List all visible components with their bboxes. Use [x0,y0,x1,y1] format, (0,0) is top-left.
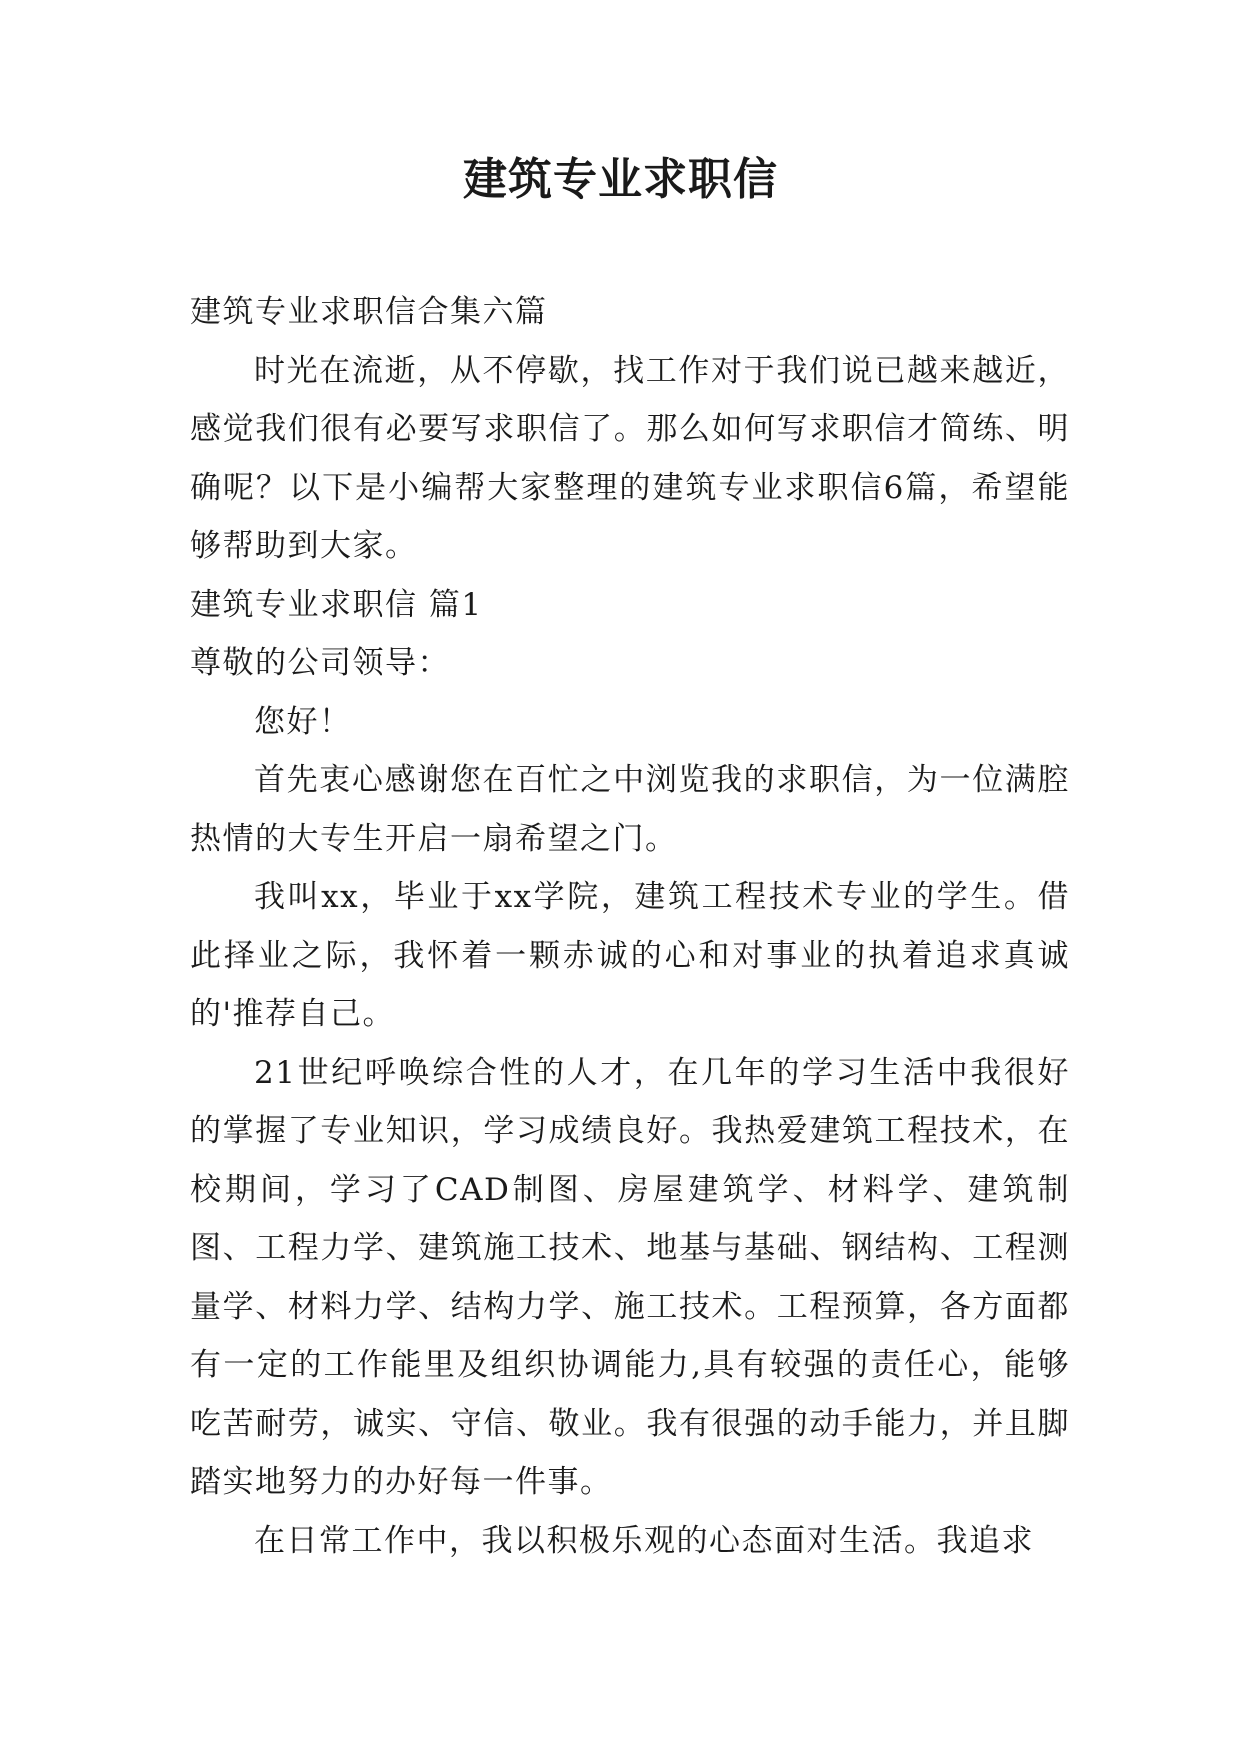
section-heading: 建筑专业求职信 篇1 [190,586,483,623]
salutation: 尊敬的公司领导： [190,645,450,681]
document-body [190,283,1070,1570]
intro-paragraph: 时光在流逝，从不停歇，找工作对于我们说已越来越近，感觉我们很有必要写求职信了。那么如何写求职信才简练、明确呢？以下是小编帮大家整理的建筑专业求职信6篇，希望能够帮助到大家。 [190,352,1070,564]
document-title: 建筑专业求职信 [463,154,778,205]
body-paragraph: 21世纪呼唤综合性的人才，在几年的学习生活中我很好的掌握了专业知识，学习成绩良好。我热爱建筑工程技术，在校期间，学习了CAD制图、房屋建筑学、材料学、建筑制图、工程力学、建筑施工技术、地基与基础、钢结构、工程测量学、材料力学、结构力学、施工技术。工程预算，各方面都有一定的工作能里及组织协调能力,具有较强的责任心，能够吃苦耐劳，诚实、守信、敬业。我有很强的动手能力，并且脚踏实地努力的办好每一件事。 [190,1054,1070,1500]
greeting: 您好！ [254,703,352,740]
body-paragraph: 我叫xx，毕业于xx学院，建筑工程技术专业的学生。借此择业之际，我怀着一颗赤诚的心和对事业的执着追求真诚的'推荐自己。 [190,879,1070,1032]
subtitle-line: 建筑专业求职信合集六篇 [190,294,548,330]
body-paragraph: 在日常工作中，我以积极乐观的心态面对生活。我追求 [254,1522,1034,1559]
body-paragraph: 首先衷心感谢您在百忙之中浏览我的求职信，为一位满腔热情的大专生开启一扇希望之门。 [190,762,1070,857]
